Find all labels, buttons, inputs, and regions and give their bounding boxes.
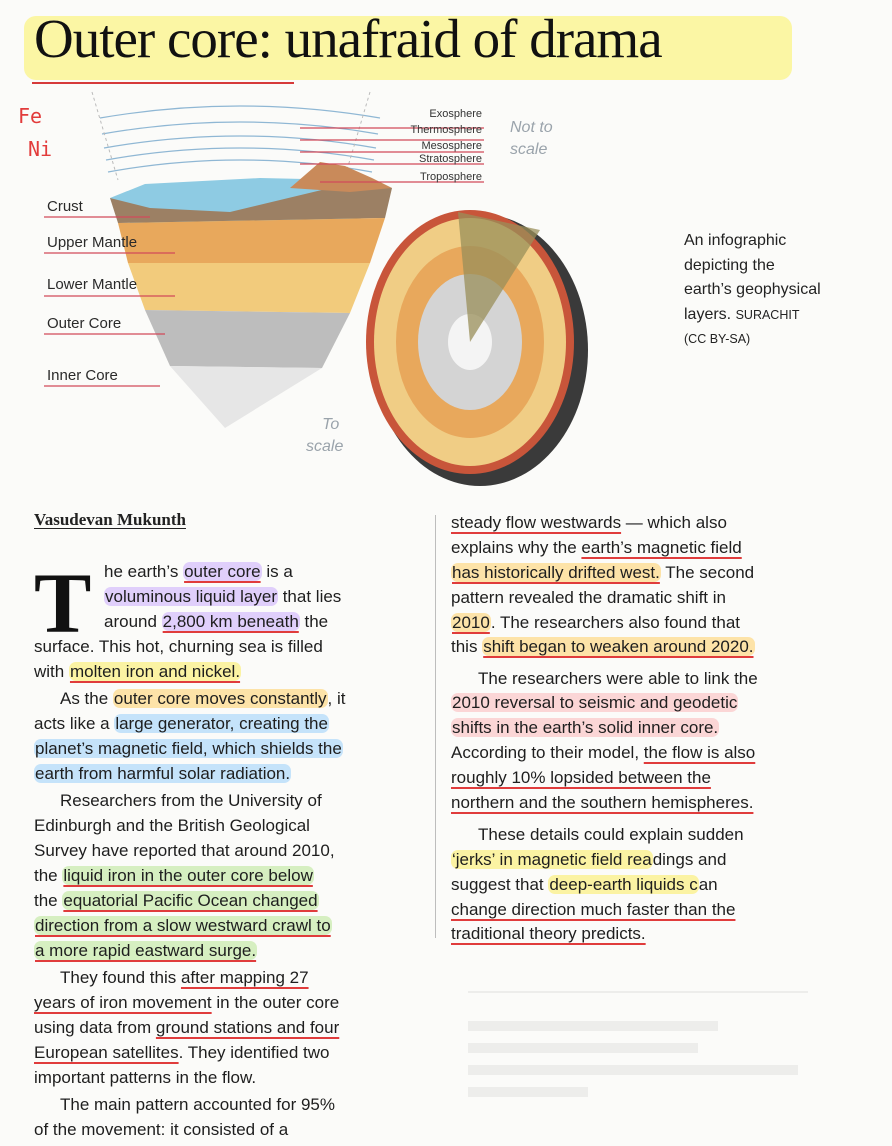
text-line: a more rapid eastward surge. (35, 941, 257, 960)
text-line: has historically drifted west. The second (452, 563, 755, 582)
text-line: 2010. The researchers also found that (452, 613, 740, 632)
text-line: with molten iron and nickel. (34, 662, 241, 681)
drop-cap: T (34, 555, 92, 651)
text-line: As the outer core moves constantly, it (60, 689, 346, 708)
atmosphere-arcs (100, 106, 380, 172)
text-line: he earth’s outer core is a (104, 562, 293, 581)
text-line: traditional theory predicts. (451, 924, 646, 943)
label-stratosphere: Stratosphere (419, 153, 482, 165)
text-line: European satellites. They identified two (34, 1043, 330, 1062)
text-line: explains why the earth’s magnetic field (451, 538, 742, 557)
text-line: northern and the southern hemispheres. (451, 793, 754, 812)
text-line: roughly 10% lopsided between the (451, 768, 711, 787)
text-line: suggest that deep-earth liquids can (451, 875, 718, 894)
label-thermosphere: Thermosphere (410, 124, 482, 136)
headline: Outer core: unafraid of drama (34, 8, 662, 69)
text-line: The main pattern accounted for 95% (60, 1095, 335, 1114)
lower-mantle-layer (128, 263, 370, 313)
inner-core-layer (170, 366, 322, 428)
text-line: steady flow westwards — which also (451, 513, 727, 532)
text-line: direction from a slow westward crawl to (35, 916, 331, 935)
text-line: change direction much faster than the (451, 900, 736, 919)
text-line: the liquid iron in the outer core below (34, 866, 313, 885)
text-line: planet’s magnetic field, which shields the (35, 739, 342, 758)
show-through-artifact (458, 985, 818, 1115)
outer-core-layer (145, 310, 350, 368)
label-lower-mantle: Lower Mantle (47, 276, 138, 293)
text-line: using data from ground stations and four (34, 1018, 340, 1037)
text-line: acts like a large generator, creating the (34, 714, 328, 733)
text-line: of the movement: it consisted of a (34, 1120, 289, 1139)
text-line: the equatorial Pacific Ocean changed (34, 891, 318, 910)
handnote-fe: Fe (18, 104, 43, 128)
text-line: around 2,800 km beneath the (104, 612, 329, 631)
label-mesosphere: Mesosphere (421, 140, 482, 152)
label-outer-core: Outer Core (47, 315, 122, 332)
text-line: earth from harmful solar radiation. (35, 764, 291, 783)
text-line: Edinburgh and the British Geological (34, 816, 310, 835)
column-divider (435, 515, 436, 938)
label-inner-core: Inner Core (47, 367, 118, 384)
byline: Vasudevan Mukunth (34, 510, 186, 529)
text-line: 2010 reversal to seismic and geodetic (452, 693, 738, 712)
text-line: pattern revealed the dramatic shift in (451, 588, 726, 607)
label-exosphere: Exosphere (429, 108, 482, 120)
text-line: Survey have reported that around 2010, (34, 841, 335, 860)
text-line: They found this after mapping 27 (60, 968, 309, 987)
text-line: ‘jerks’ in magnetic field readings and (452, 850, 727, 869)
text-line: These details could explain sudden (478, 825, 744, 844)
text-line: The researchers were able to link the (478, 669, 758, 688)
upper-mantle-layer (118, 218, 385, 263)
text-line: shifts in the earth’s solid inner core. (452, 718, 719, 737)
label-troposphere: Troposphere (420, 171, 482, 183)
mountains (290, 162, 392, 192)
handnote-ni: Ni (28, 137, 53, 161)
text-line: Researchers from the University of (60, 791, 322, 810)
text-line: voluminous liquid layer that lies (105, 587, 342, 606)
headline-underline (32, 82, 294, 84)
text-line: According to their model, the flow is also (451, 743, 756, 762)
figure-caption: An infographic depicting the earth’s geophysical layers. SURACHIT (CC BY-SA) (684, 232, 821, 346)
label-crust: Crust (47, 198, 83, 215)
text-line: surface. This hot, churning sea is filled (34, 637, 323, 656)
text-line: years of iron movement in the outer core (34, 993, 340, 1012)
note-to-scale: To scale (306, 416, 344, 455)
text-line: important patterns in the flow. (34, 1068, 257, 1087)
note-not-to-scale: Not to scale (510, 119, 553, 158)
earth-globe (366, 210, 588, 486)
text-line: this shift began to weaken around 2020. (451, 637, 754, 656)
label-upper-mantle: Upper Mantle (47, 234, 138, 251)
